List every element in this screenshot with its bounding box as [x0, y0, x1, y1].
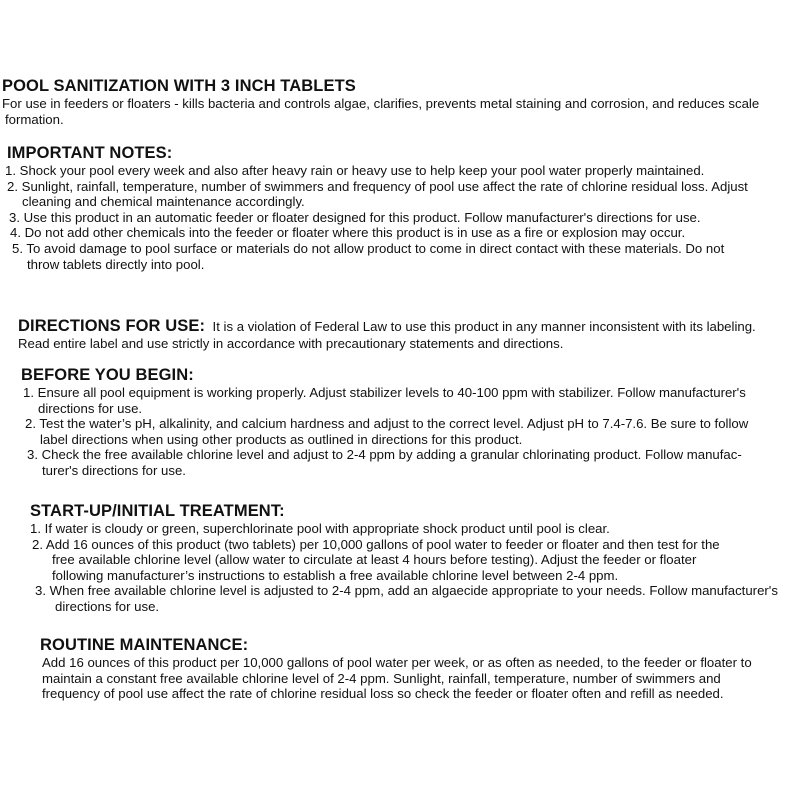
note-item-2-line-2: cleaning and chemical maintenance accordingly. [22, 194, 305, 210]
before-item-1-line-1: 1. Ensure all pool equipment is working properly. Adjust stabilizer levels to 40-100 ppm with stabilizer. Follow manufacturer's [23, 385, 746, 400]
before-item-3-line-1: 3. Check the free available chlorine level and adjust to 2-4 ppm by adding a granular chlorinating product. Follow manufac- [27, 447, 742, 463]
routine-heading: ROUTINE MAINTENANCE: [40, 636, 249, 654]
before-item-2 [0, 416, 800, 447]
directions-line-1 [0, 317, 800, 336]
startup-item-3-line-1: 3. When free available chlorine level is adjusted to 2-4 ppm, add an algaecide appropriate to your needs. Follow manufacturer's [35, 583, 778, 599]
before-item-2-line-1: 2. Test the water’s pH, alkalinity, and calcium hardness and adjust to the correct level. Adjust pH to 7.4-7.6. Be sure to follow [25, 416, 749, 432]
notes-heading: IMPORTANT NOTES: [7, 144, 173, 162]
startup-item-2-line-3: following manufacturer’s instructions to establish a free available chlorine level between 2-4 ppm. [52, 567, 619, 583]
important-notes-section [0, 144, 800, 272]
note-item-5 [0, 241, 800, 272]
page-title: POOL SANITIZATION WITH 3 INCH TABLETS [2, 77, 356, 95]
directions-text-2: Read entire label and use strictly in accordance with precautionary statements and directions. [18, 336, 564, 351]
routine-line-2: maintain a constant free available chlorine level of 2-4 ppm. Sunlight, rainfall, temperature, number of swimmers and [42, 670, 721, 686]
before-item-1 [0, 385, 800, 416]
note-item-5-line-2: throw tablets directly into pool. [27, 256, 205, 272]
note-item-4: 4. Do not add other chemicals into the feeder or floater where this product is in use as a fire or explosion may occur. [10, 225, 686, 241]
note-item-5-line-1: 5. To avoid damage to pool surface or materials do not allow product to come in direct contact with these materials. Do not [12, 240, 725, 256]
directions-heading: DIRECTIONS FOR USE: [18, 317, 206, 335]
note-item-3: 3. Use this product in an automatic feeder or floater designed for this product. Follow manufacturer's directions for use. [9, 209, 701, 225]
routine-line-1: Add 16 ounces of this product per 10,000 gallons of pool water per week, or as often as needed, to the feeder or floater to [42, 655, 752, 670]
before-item-3-line-2: turer's directions for use. [42, 462, 186, 478]
before-item-1-line-2: directions for use. [38, 400, 143, 416]
before-heading: BEFORE YOU BEGIN: [21, 366, 194, 384]
before-item-3 [0, 447, 800, 478]
startup-item-1: 1. If water is cloudy or green, superchlorinate pool with appropriate shock product until pool is clear. [30, 521, 610, 536]
startup-item-3-line-2: directions for use. [55, 598, 160, 614]
intro-line-1: For use in feeders or floaters - kills bacteria and controls algae, clarifies, prevents metal staining and corrosion, and reduces scale [2, 96, 760, 111]
before-you-begin-section [0, 366, 800, 479]
routine-line-3: frequency of pool use affect the rate of chlorine residual loss so check the feeder or floater often and refill as needed. [42, 686, 724, 702]
note-item-2-line-1: 2. Sunlight, rainfall, temperature, number of swimmers and frequency of pool use affect the rate of chlorine residual loss. Adjust [7, 178, 748, 194]
before-item-2-line-2: label directions when using other products as outlined in directions for this product. [40, 431, 523, 447]
note-item-1: 1. Shock your pool every week and also after heavy rain or heavy use to help keep your pool water properly maintained. [5, 163, 705, 178]
intro-line-2: formation. [5, 111, 64, 127]
startup-item-2-line-2: free available chlorine level (allow water to circulate at least 4 hours before testing). Adjust the feeder or floater [52, 552, 697, 568]
startup-section [0, 502, 800, 615]
directions-text-1: It is a violation of Federal Law to use this product in any manner inconsistent with its labeling. [212, 319, 756, 334]
startup-item-2 [0, 537, 800, 584]
directions-section [0, 317, 800, 352]
startup-item-3 [0, 583, 800, 614]
routine-section [0, 636, 800, 702]
note-item-2 [0, 179, 800, 210]
title-section [0, 77, 800, 127]
startup-item-2-line-1: 2. Add 16 ounces of this product (two tablets) per 10,000 gallons of pool water to feeder or floater and then test for the [32, 536, 720, 552]
startup-heading: START-UP/INITIAL TREATMENT: [30, 502, 285, 520]
